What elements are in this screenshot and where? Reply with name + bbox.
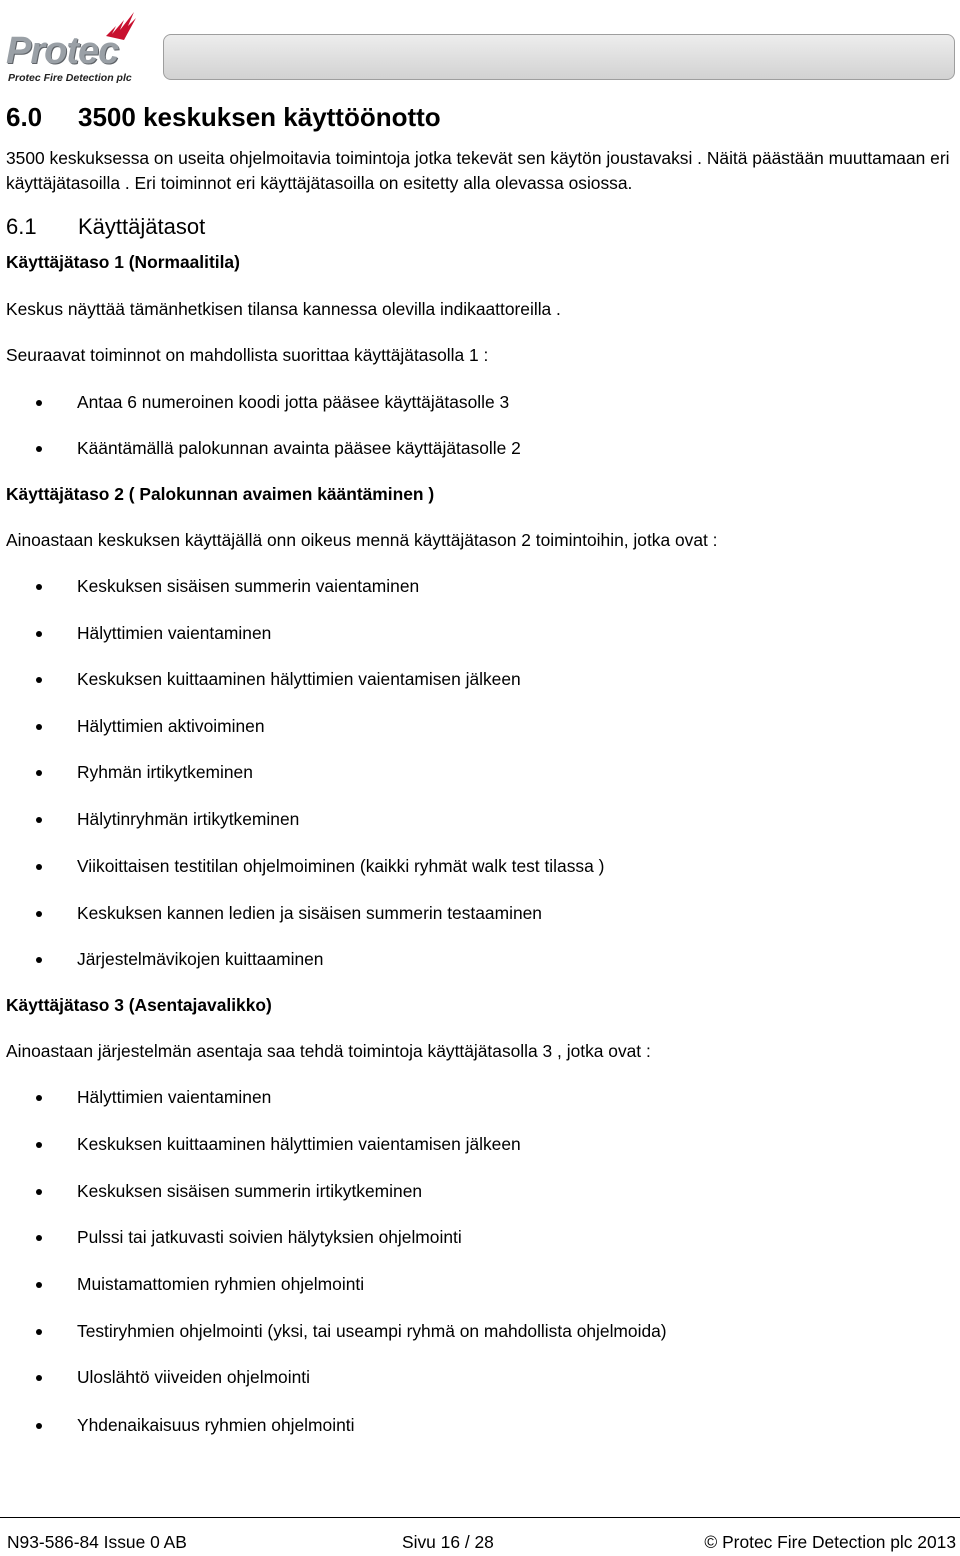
bullet-icon [36, 864, 42, 870]
footer-copyright: © Protec Fire Detection plc 2013 [704, 1532, 956, 1552]
bullet-icon [36, 1423, 42, 1429]
section-number: 6.0 [6, 102, 43, 132]
subsection-heading [6, 214, 205, 240]
header-bar [163, 34, 955, 80]
bullet-icon [36, 957, 42, 963]
section-heading [6, 102, 441, 133]
bullet-icon [36, 1375, 42, 1381]
bullet-icon [36, 584, 42, 590]
bullet-icon [36, 1235, 42, 1241]
logo-wordmark: Protec [6, 30, 119, 72]
bullet-icon [36, 1329, 42, 1335]
protec-logo [6, 6, 140, 84]
footer-page-number: Sivu 16 / 28 [402, 1532, 494, 1552]
footer-doc-id: N93-586-84 Issue 0 AB [7, 1532, 187, 1552]
bullet-icon [36, 677, 42, 683]
subsection-title: Käyttäjätasot [78, 214, 206, 239]
level1-heading: Käyttäjätaso 1 (Normaalitila) [6, 252, 240, 272]
bullet-icon [36, 1282, 42, 1288]
level1-paragraph-1: Keskus näyttää tämänhetkisen tilansa kannessa olevilla indikaattoreilla . [6, 299, 561, 319]
level2-heading: Käyttäjätaso 2 ( Palokunnan avaimen kääntäminen ) [6, 484, 435, 504]
bullet-icon [36, 400, 42, 406]
bullet-icon [36, 1142, 42, 1148]
level3-heading: Käyttäjätaso 3 (Asentajavalikko) [6, 995, 272, 1015]
bullet-icon [36, 631, 42, 637]
section-title: 3500 keskuksen käyttöönotto [78, 102, 441, 132]
bullet-icon [36, 911, 42, 917]
level1-paragraph-2: Seuraavat toiminnot on mahdollista suorittaa käyttäjätasolla 1 : [6, 345, 489, 365]
level2-paragraph-1: Ainoastaan keskuksen käyttäjällä onn oikeus mennä käyttäjätason 2 toimintoihin, jotka ovat : [6, 530, 718, 550]
bullet-icon [36, 770, 42, 776]
footer-divider [0, 1517, 960, 1518]
bullet-icon [36, 817, 42, 823]
bullet-icon [36, 1095, 42, 1101]
level3-paragraph-1: Ainoastaan järjestelmän asentaja saa tehdä toimintoja käyttäjätasolla 3 , jotka ovat : [6, 1041, 651, 1061]
bullet-icon [36, 446, 42, 452]
bullet-icon [36, 724, 42, 730]
subsection-number: 6.1 [6, 214, 37, 239]
bullet-icon [36, 1189, 42, 1195]
logo-subtitle: Protec Fire Detection plc [8, 72, 132, 84]
intro-paragraph: 3500 keskuksessa on useita ohjelmoitavia toimintoja jotka tekevät sen käytön joustavaksi . Näitä päästään muuttamaan eri käyttäjätasoilla . Eri toiminnot eri käyttäjätasoilla on esitetty alla olevassa osiossa. [6, 148, 950, 193]
